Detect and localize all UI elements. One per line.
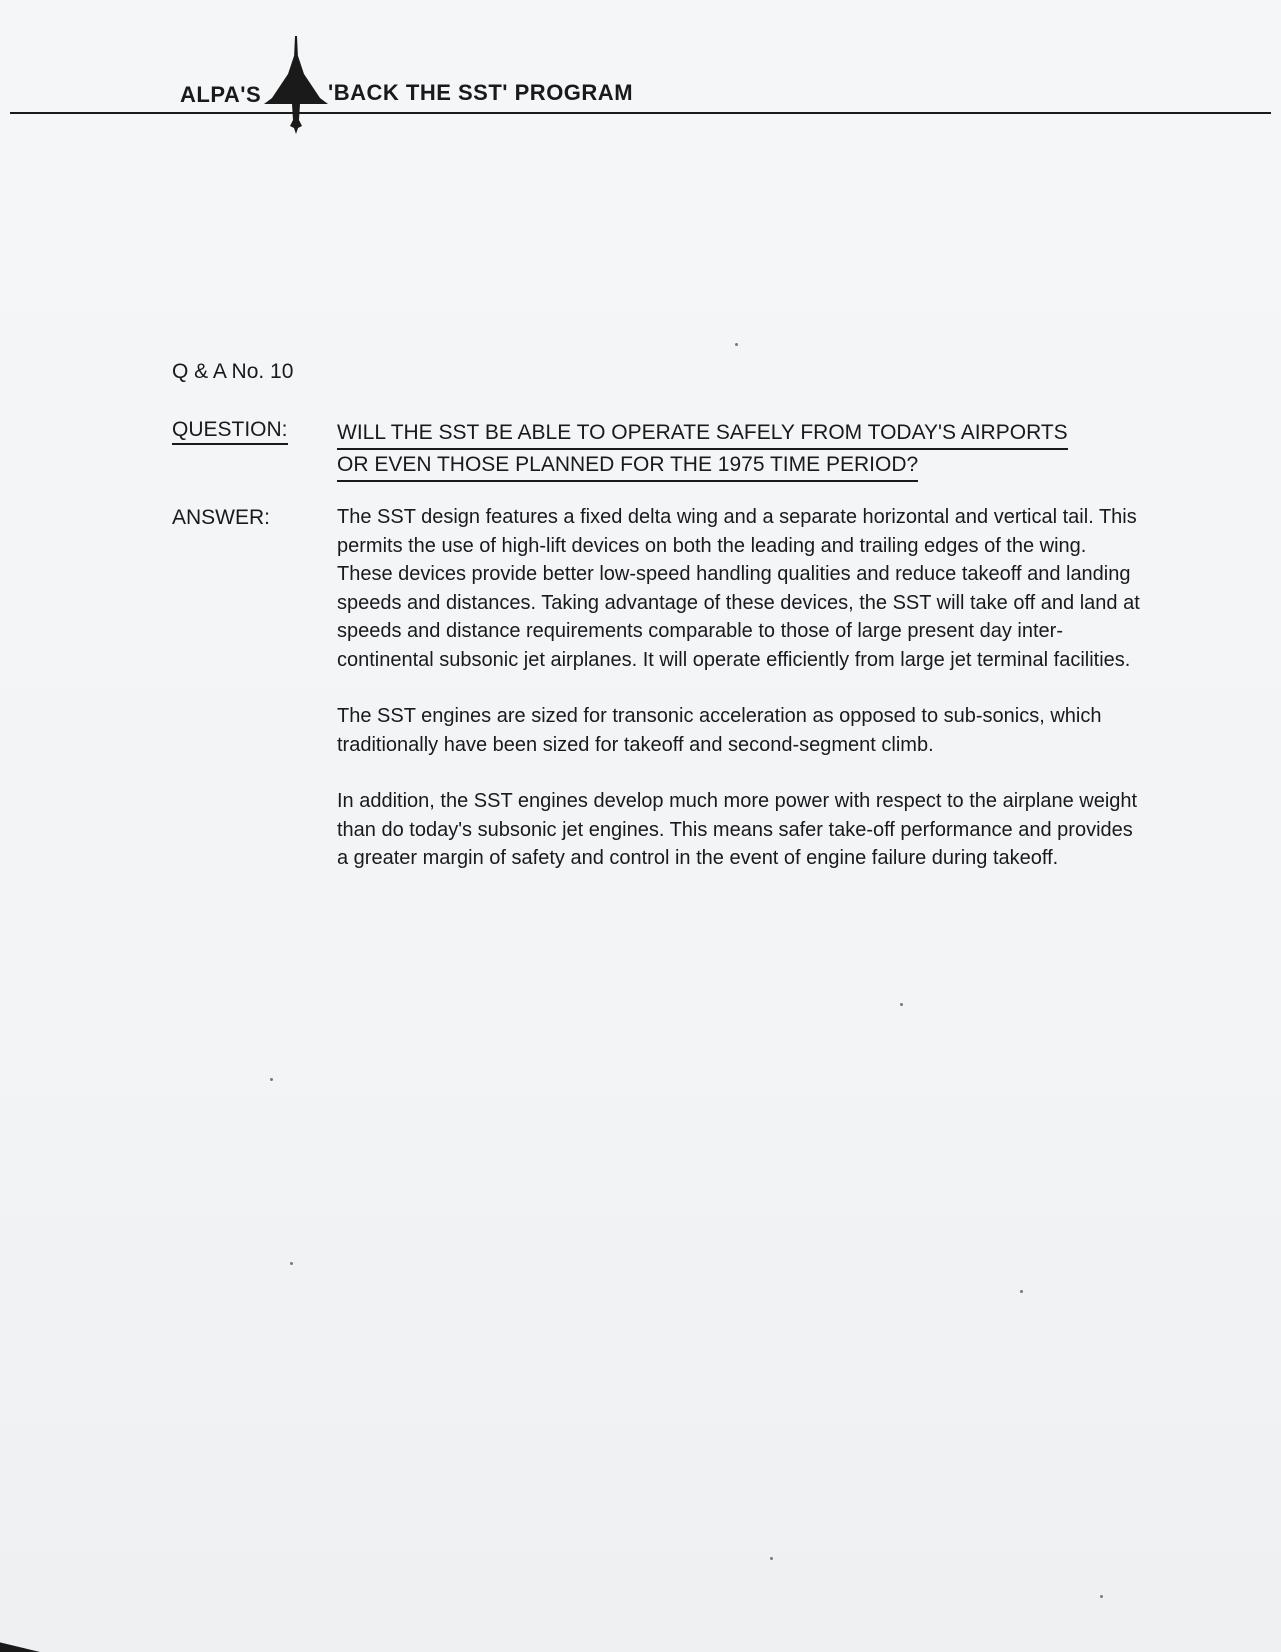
question-label: QUESTION: xyxy=(172,418,288,445)
paper-speck xyxy=(1100,1595,1103,1598)
answer-paragraph: The SST engines are sized for transonic acceleration as opposed to sub-sonics, which traditionally have been sized for takeoff and second-segment climb. xyxy=(337,705,1102,756)
answer-paragraph: The SST design features a fixed delta wing and a separate horizontal and vertical tail. This permits the use of high-lift devices on both the leading and trailing edges of the wing. These devices provide better low-speed handling qualities and reduce takeoff and landing speeds and distances. Taking advantage of these devices, the SST will take off and land at speeds and distance requirements comparable to those of large present day inter-continental subsonic jet airplanes. It will operate efficiently from large jet terminal facilities. xyxy=(337,506,1140,671)
scan-corner-mark xyxy=(0,1636,40,1652)
paper-speck xyxy=(270,1078,273,1081)
paper-speck xyxy=(735,343,738,346)
answer-text xyxy=(337,503,1147,901)
paper-speck xyxy=(770,1557,773,1560)
paper-speck xyxy=(900,1003,903,1006)
sst-airplane-icon xyxy=(264,36,328,136)
question-line: OR EVEN THOSE PLANNED FOR THE 1975 TIME PERIOD? xyxy=(337,450,918,482)
question-line: WILL THE SST BE ABLE TO OPERATE SAFELY FROM TODAY'S AIRPORTS xyxy=(337,418,1068,450)
letterhead-program: 'BACK THE SST' PROGRAM xyxy=(328,80,634,105)
letterhead-org: ALPA'S xyxy=(180,82,262,107)
paper-speck xyxy=(1020,1290,1023,1293)
answer-paragraph: In addition, the SST engines develop much more power with respect to the airplane weight than do today's subsonic jet engines. This means safer take-off performance and provides a greater margin of safety and control in the event of engine failure during takeoff. xyxy=(337,790,1138,869)
answer-label: ANSWER: xyxy=(172,506,271,529)
letterhead-rule xyxy=(10,112,1271,114)
qa-number: Q & A No. 10 xyxy=(172,360,294,383)
question-text xyxy=(337,418,1127,482)
paper-speck xyxy=(290,1262,293,1265)
